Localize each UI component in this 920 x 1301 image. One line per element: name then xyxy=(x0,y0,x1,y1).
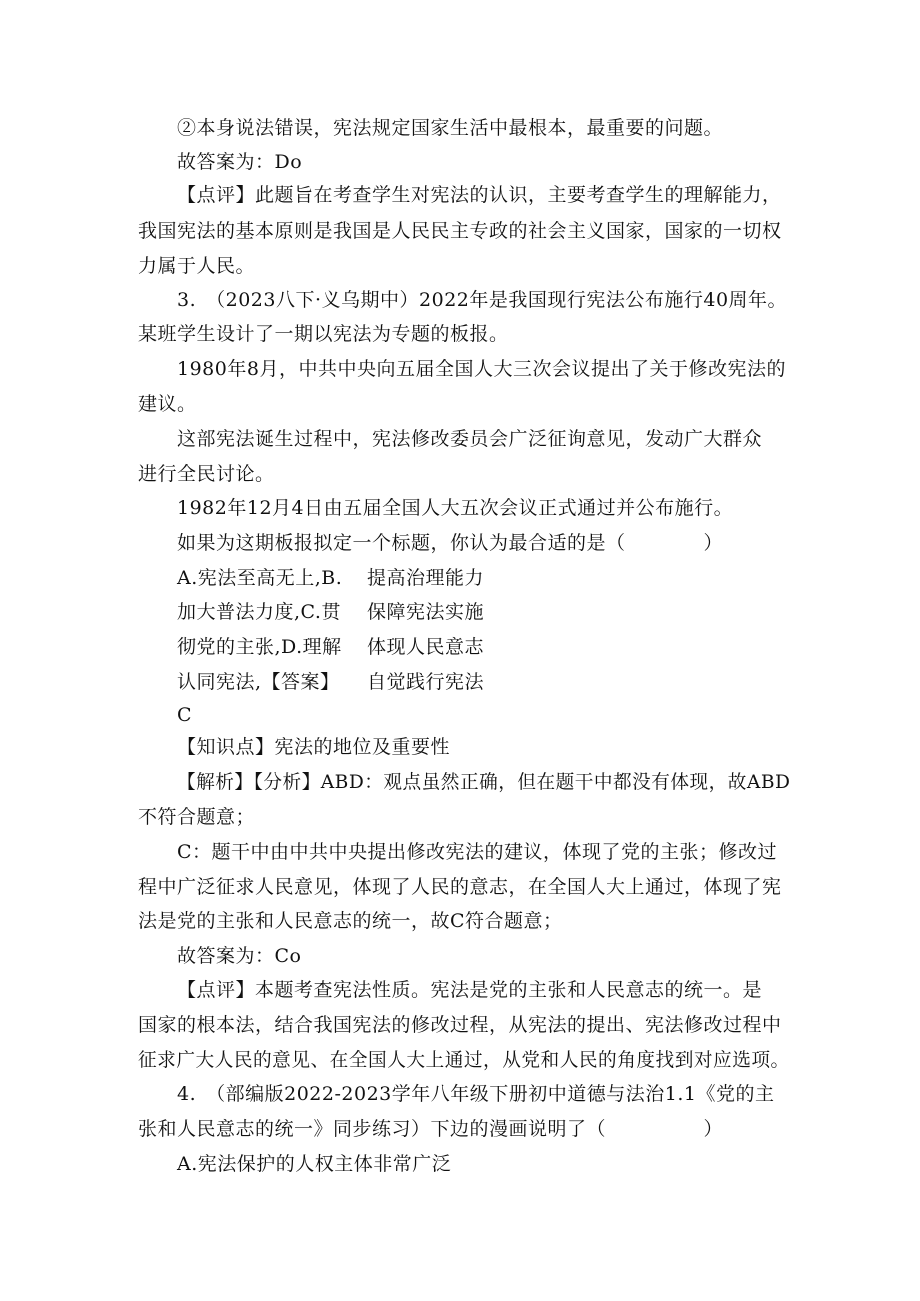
comment-text: 【点评】本题考查宪法性质。宪法是党的主张和人民意志的统一。是 xyxy=(177,979,763,1001)
option-text: 自觉践行宪法 xyxy=(367,671,485,693)
text-line: 程中广泛征求人民意见，体现了人民的意志，在全国人大上通过，体现了宪 xyxy=(138,876,782,898)
option-a-text: A.宪法保护的人权主体非常广泛 xyxy=(177,1153,452,1175)
option-text: 体现人民意志 xyxy=(367,636,485,658)
option-b-text: 加大普法力度,C.贯 xyxy=(177,601,341,623)
text-line: ②本身说法错误，宪法规定国家生活中最根本，最重要的问题。 xyxy=(177,117,724,139)
text-line: 1982年12月4日由五届全国人大五次会议正式通过并公布施行。 xyxy=(177,497,734,519)
knowledge-point: 【知识点】宪法的地位及重要性 xyxy=(177,736,451,758)
text-line: 力属于人民。 xyxy=(138,255,256,277)
text-line: 【点评】此题旨在考查学生对宪法的认识，主要考查学生的理解能力， xyxy=(177,184,782,206)
analysis-text: 【解析】【分析】ABD：观点虽然正确，但在题干中都没有体现，故ABD xyxy=(177,771,791,793)
option-a-text: A.宪法至高无上,B. xyxy=(177,567,343,589)
text-line: C：题干中由中共中央提出修改宪法的建议，体现了党的主张；修改过 xyxy=(177,841,778,863)
text-line: 1980年8月，中共中央向五届全国人大三次会议提出了关于修改宪法的 xyxy=(177,358,786,380)
question-4-heading: 4. （部编版2022-2023学年八年级下册初中道德与法治1.1《党的主 xyxy=(177,1083,775,1105)
option-c-text: 彻党的主张,D.理解 xyxy=(177,636,342,658)
text-line: 不符合题意； xyxy=(138,806,256,828)
text-line: 国家的根本法，结合我国宪法的修改过程，从宪法的提出、宪法修改过程中 xyxy=(138,1014,782,1036)
text-line: 我国宪法的基本原则是我国是人民民主专政的社会主义国家，国家的一切权 xyxy=(138,220,782,242)
text-line: 故答案为：Do xyxy=(177,151,303,173)
text-line: 张和人民意志的统一》同步练习）下边的漫画说明了（ ） xyxy=(138,1118,724,1140)
text-line: 这部宪法诞生过程中，宪法修改委员会广泛征询意见，发动广大群众 xyxy=(177,428,763,450)
answer-value: C xyxy=(177,704,193,726)
option-text: 保障宪法实施 xyxy=(367,601,485,623)
text-line: 法是党的主张和人民意志的统一，故C符合题意； xyxy=(138,910,563,932)
text-line: 建议。 xyxy=(138,393,197,415)
text-line: 征求广大人民的意见、在全国人大上通过，从党和人民的角度找到对应选项。 xyxy=(138,1049,790,1071)
question-prompt: 如果为这期板报拟定一个标题，你认为最合适的是（ ） xyxy=(177,532,724,554)
text-line: 故答案为：Co xyxy=(177,945,302,967)
text-line: 某班学生设计了一期以宪法为专题的板报。 xyxy=(138,323,509,345)
option-text: 提高治理能力 xyxy=(367,567,485,589)
question-3-heading: 3. （2023八下·义乌期中）2022年是我国现行宪法公布施行40周年。 xyxy=(177,289,788,311)
text-line: 进行全民讨论。 xyxy=(138,463,275,485)
option-d-text: 认同宪法,【答案】 xyxy=(177,671,340,693)
